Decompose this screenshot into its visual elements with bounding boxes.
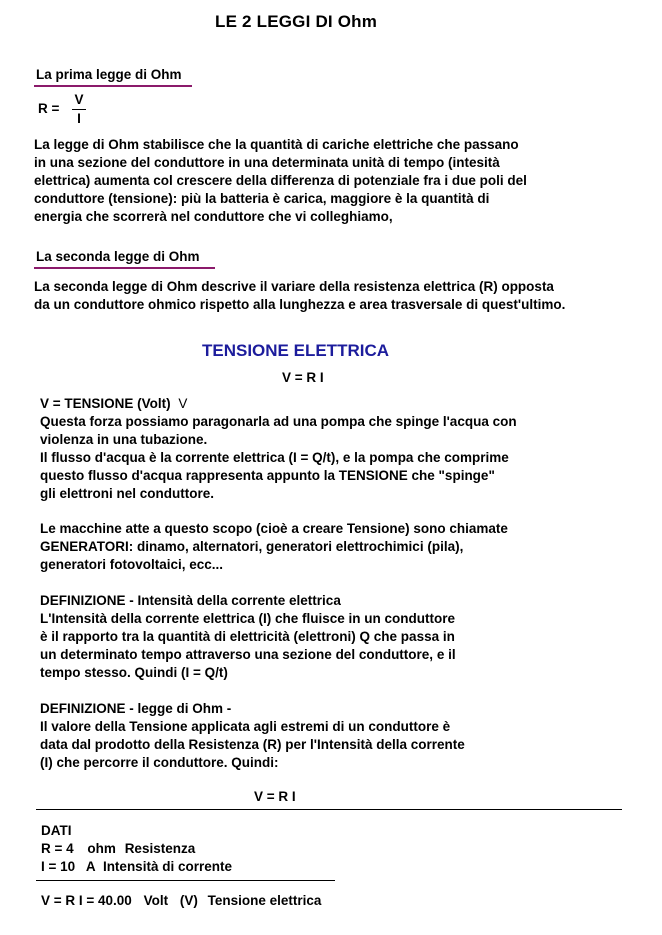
prima-legge-heading: La prima legge di Ohm [36,67,182,82]
prima-legge-underline [34,85,192,87]
text-line: tempo stesso. Quindi (I = Q/t) [40,665,228,680]
text-line: da un conduttore ohmico rispetto alla lunghezza e area trasversale di quest'ultimo. [34,297,566,312]
text-line: La legge di Ohm stabilisce che la quantità di cariche elettriche che passano [34,137,519,152]
tensione-label-line [40,396,187,411]
text-line: (I) che percorre il conduttore. Quindi: [40,755,279,770]
tensione-formula: V = R I [282,370,324,385]
tensione-unit: V [178,396,188,411]
text-line: La seconda legge di Ohm descrive il variare della resistenza elettrica (R) opposta [34,279,554,294]
tensione-block-2 [40,520,508,574]
seconda-legge-underline [34,267,215,269]
intensita-desc: Intensità di corrente [102,859,232,874]
tensione-block-4 [40,700,465,772]
tensione-heading: TENSIONE ELETTRICA [202,341,390,360]
text-line: Le macchine atte a questo scopo (cioè a creare Tensione) sono chiamate [40,521,508,536]
dati-divider [36,880,335,881]
text-line: Il valore della Tensione applicata agli estremi di un conduttore è [40,719,451,734]
text-line: GENERATORI: dinamo, alternatori, generatori elettrochimici (pila), [40,539,464,554]
resistenza-value: R = 4 [41,841,74,856]
intensita-unit: A [85,859,96,874]
page-title: LE 2 LEGGI DI Ohm [215,12,378,31]
text-line: elettrica) aumenta col crescere della differenza di potenziale fra i due poli del [34,173,527,188]
seconda-legge-heading: La seconda legge di Ohm [36,249,200,264]
risultato-row [41,893,321,908]
text-line: in una sezione del conduttore in una determinata unità di tempo (intesità [34,155,500,170]
tensione-formula-2: V = R I [254,789,296,804]
risultato-desc: Tensione elettrica [207,893,322,908]
tensione-block-3 [40,592,456,682]
dati-heading: DATI [41,823,72,838]
resistenza-unit: ohm [87,841,116,856]
dati-intensita-row [41,859,232,874]
text-line: DEFINIZIONE - Intensità della corrente elettrica [40,593,341,608]
text-line: generatori fotovoltaici, ecc... [40,557,224,572]
dati-resistenza-row [41,841,195,856]
tensione-block-1 [40,413,517,503]
text-line: violenza in una tubazione. [40,432,208,447]
text-line: conduttore (tensione): più la batteria è carica, maggiore è la quantità di [34,191,490,206]
text-line: L'Intensità della corrente elettrica (I) che fluisce in un conduttore [40,611,456,626]
formula-lhs: R = [38,101,60,116]
risultato-formula: V = R I = 40.00 [41,893,132,908]
text-line: data dal prodotto della Resistenza (R) per l'Intensità della corrente [40,737,465,752]
intensita-value: I = 10 [41,859,76,874]
tensione-label: V = TENSIONE (Volt) [40,396,171,411]
text-line: è il rapporto tra la quantità di elettricità (elettroni) Q che passa in [40,629,455,644]
prima-legge-text [34,136,527,226]
text-line: gli elettroni nel conduttore. [40,486,215,501]
risultato-symbol: (V) [179,893,198,908]
formula-numerator: V [74,92,84,107]
text-line: questo flusso d'acqua rappresenta appunto la TENSIONE che "spinge" [40,468,495,483]
text-line: Questa forza possiamo paragonarla ad una pompa che spinge l'acqua con [40,414,517,429]
divider-line [36,809,622,810]
text-line: un determinato tempo attraverso una sezione del conduttore, e il [40,647,456,662]
seconda-legge-text [34,278,565,314]
text-line: Il flusso d'acqua è la corrente elettrica (I = Q/t), e la pompa che comprime [40,450,509,465]
risultato-unit: Volt [143,893,169,908]
formula-denominator: I [77,111,81,126]
fraction-bar [72,109,86,110]
text-line: energia che scorrerà nel conduttore che vi colleghiamo, [34,209,393,224]
resistenza-desc: Resistenza [124,841,196,856]
text-line: DEFINIZIONE - legge di Ohm - [40,701,232,716]
